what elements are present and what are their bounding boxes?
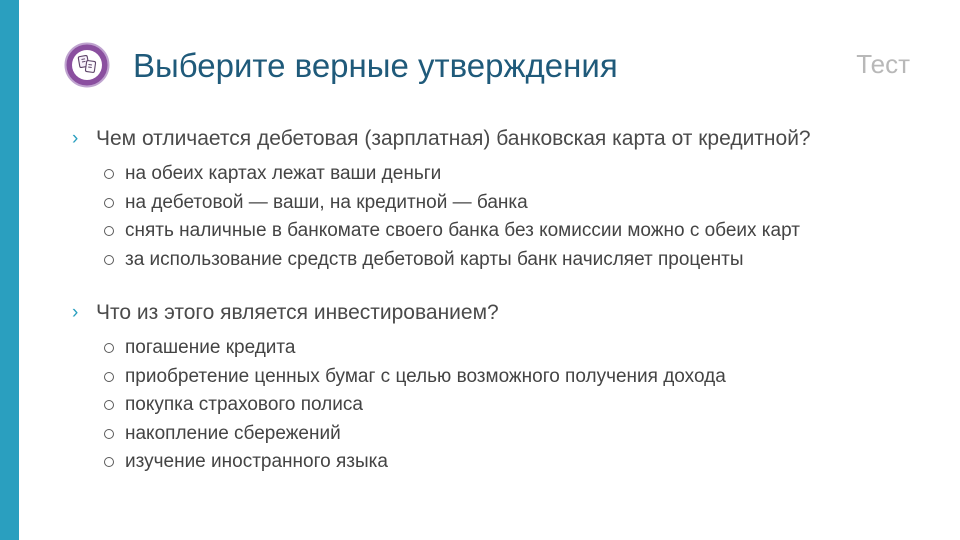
answer-label[interactable]: изучение иностранного языка [125, 451, 388, 473]
chevron-right-icon: › [72, 128, 79, 149]
quiz-content [70, 124, 930, 477]
radio-circle-icon[interactable] [104, 429, 114, 439]
answer-label[interactable]: на обеих картах лежат ваши деньги [125, 163, 442, 185]
answer-option[interactable] [104, 189, 930, 218]
answer-list-2 [70, 334, 930, 477]
question-1 [70, 124, 930, 154]
question-text: Чем отличается дебетовая (зарплатная) банковская карта от кредитной? [96, 127, 811, 150]
radio-circle-icon[interactable] [104, 198, 114, 208]
answer-option[interactable] [104, 246, 930, 275]
answer-label[interactable]: покупка страхового полиса [125, 394, 363, 416]
accent-bar [0, 0, 19, 540]
answer-option[interactable] [104, 334, 930, 363]
answer-list-1 [70, 160, 930, 274]
section-label: Тест [856, 49, 910, 79]
radio-circle-icon[interactable] [104, 372, 114, 382]
answer-label[interactable]: снять наличные в банкомате своего банка без комиссии можно с обеих карт [125, 220, 800, 242]
quiz-badge-icon [64, 42, 110, 88]
answer-label[interactable]: на дебетовой — ваши, на кредитной — банка [125, 191, 528, 213]
answer-label[interactable]: приобретение ценных бумаг с целью возможного получения дохода [125, 365, 726, 387]
answer-label[interactable]: погашение кредита [125, 337, 296, 359]
page-title: Выберите верные утверждения [133, 47, 618, 84]
answer-option[interactable] [104, 217, 930, 246]
answer-label[interactable]: накопление сбережений [125, 422, 341, 444]
radio-circle-icon[interactable] [104, 255, 114, 265]
radio-circle-icon[interactable] [104, 457, 114, 467]
radio-circle-icon[interactable] [104, 343, 114, 353]
question-text: Что из этого является инвестированием? [96, 301, 499, 324]
answer-option[interactable] [104, 160, 930, 189]
answer-option[interactable] [104, 391, 930, 420]
answer-option[interactable] [104, 420, 930, 449]
question-2 [70, 298, 930, 328]
answer-option[interactable] [104, 363, 930, 392]
answer-label[interactable]: за использование средств дебетовой карты банк начисляет проценты [125, 248, 744, 270]
radio-circle-icon[interactable] [104, 400, 114, 410]
chevron-right-icon: › [72, 302, 79, 323]
radio-circle-icon[interactable] [104, 226, 114, 236]
answer-option[interactable] [104, 448, 930, 477]
radio-circle-icon[interactable] [104, 169, 114, 179]
